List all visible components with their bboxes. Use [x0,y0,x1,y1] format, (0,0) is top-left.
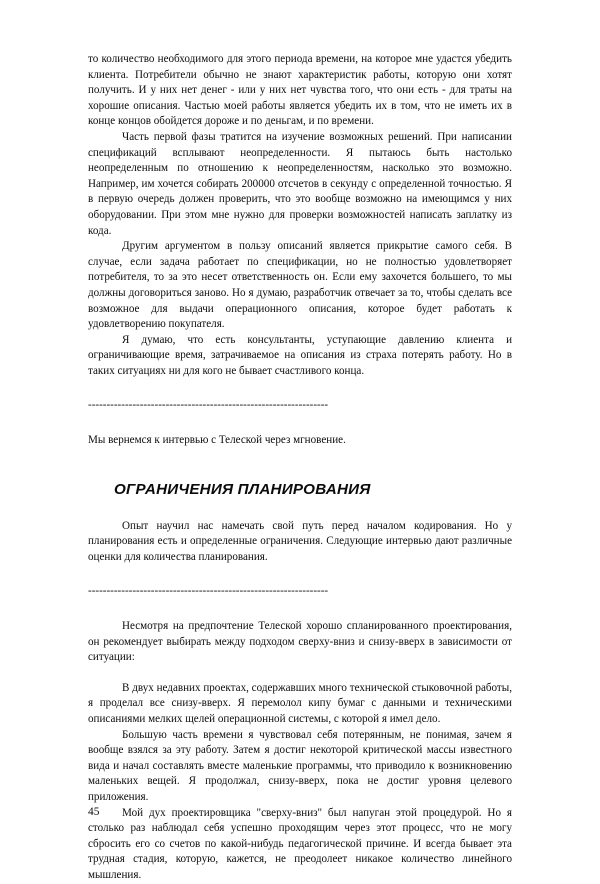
paragraph-3: Другим аргументом в пользу описаний является прикрытие самого себя. В случае, если задача работает по спецификации, но не полностью удовлетворяет потребителя, то за это несет ответственность он. Если ему захочется большего, то мы должны договориться заново. Но я думаю, разработчик отвечает за то, чтобы сделать все возможное для выдачи операционного описания, которое будет работать к удовлетворению покупателя. [88,240,512,331]
separator-rule-2: ----------------------------------------------------------------- [88,585,329,598]
paragraph-10: Мой дух проектировщика "сверху-вниз" был напуган этой процедурой. Но я столько раз наблюдал себя успешно проходящим через этот процесс, что не могу сбросить его со счетов по какой-нибудь педагогической причине. И всегда бывает эта трудная стадия, которую, кажется, не преодолеет никакое количество линейного мышления. [88,806,512,881]
paragraph-7: Несмотря на предпочтение Телеской хорошо спланированного проектирования, он рекомендует выбирать между подходом сверху-вниз и снизу-вверх в зависимости от ситуации: [88,620,512,664]
spacer-before-separator-1 [88,379,512,398]
page-number: 45 [88,806,100,818]
section-heading: ОГРАНИЧЕНИЯ ПЛАНИРОВАНИЯ [114,480,371,498]
spacer-after-separator-2 [88,600,512,619]
spacer-before-separator-2 [88,565,512,584]
paragraph-2: Часть первой фазы тратится на изучение возможных решений. При написании спецификаций всплывают неопределенности. Я пытаюсь быть настолько неопределенным по отношению к неопределенностям, насколько это возможно. Например, им хочется собирать 200000 отсчетов в секунду с определенной точностью. Я в первую очередь должен проверить, что это вообще возможно на имеющимся у них оборудовании. При этом мне нужно для проверки возможностей написать заплатку из кода. [88,130,512,237]
separator-rule-1: ----------------------------------------------------------------- [88,399,329,412]
spacer-before-heading [88,449,512,480]
paragraph-1: то количество необходимого для этого периода времени, на которое мне удастся убедить клиента. Потребители обычно не знают характеристик работы, которую они хотят получить. И у них нет денег - или у них нет чувства того, что они есть - для траты на хорошие описания. Частью моей работы является убедить их в том, что не иметь их в конце концов обойдется дороже и по деньгам, и по времени. [88,53,512,128]
paragraph-8: В двух недавних проектах, содержавших много технической стыковочной работы, я проделал все снизу-вверх. Я перемолол кипу бумаг с данными и техническими описаниями мелких щелей операционной системы, с которой я имел дело. [88,681,512,725]
paragraph-5: Мы вернемся к интервью с Телеской через мгновение. [88,434,346,447]
spacer-after-heading [88,500,512,519]
paragraph-4: Я думаю, что есть консультанты, уступающие давлению клиента и ограничивающие время, затрачиваемое на описания из страха потерять работу. Но в таких ситуациях ни для кого не бывает счастливого конца. [88,333,512,377]
spacer-before-paragraph-8 [88,666,512,681]
paragraph-9: Большую часть времени я чувствовал себя потерянным, не понимая, зачем я вообще взялся за эту работу. Затем я достиг некоторой критической массы известного вида и начал составлять вместе маленькие программы, что приводило к возникновению маленьких вещей. Я продолжал, снизу-вверх, пока не достиг уровня целевого приложения. [88,728,512,803]
spacer-after-separator-1 [88,414,512,433]
paragraph-6: Опыт научил нас намечать свой путь перед началом кодирования. Но у планирования есть и определенные ограничения. Следующие интервью дают различные оценки для количества планирования. [88,519,512,563]
